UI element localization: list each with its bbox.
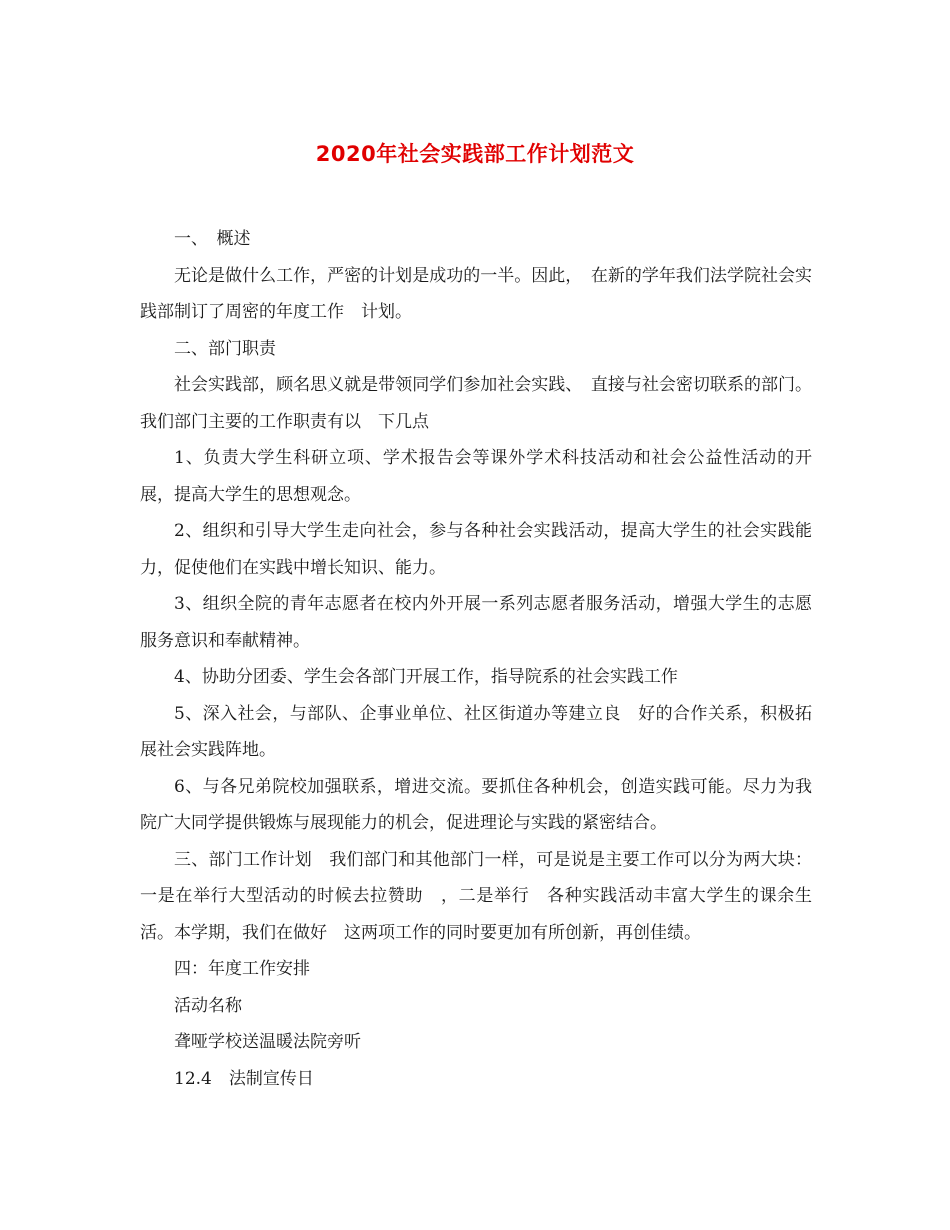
list-item: 3、组织全院的青年志愿者在校内外开展一系列志愿者服务活动，增强大学生的志愿服务意识和奉献精神。 — [140, 594, 812, 651]
paragraph: 社会实践部，顾名思义就是带领同学们参加社会实践、 直接与社会密切联系的部门。我们部门主要的工作职责有以 下几点 — [140, 375, 812, 432]
list-item: 5、深入社会，与部队、企事业单位、社区街道办等建立良 好的合作关系，积极拓展社会实践阵地。 — [140, 703, 812, 760]
section-heading: 一、 概述 — [174, 229, 251, 249]
paragraph: 聋哑学校送温暖法院旁听 — [174, 1032, 361, 1052]
section-heading: 二、部门职责 — [174, 338, 276, 359]
document-title: 2020年社会实践部工作计划范文 — [315, 142, 635, 166]
paragraph: 三、部门工作计划 我们部门和其他部门一样，可是说是主要工作可以分为两大块：一是在举行大型活动的时候去拉赞助 ，二是举行 各种实践活动丰富大学生的课余生活。本学期，我们在做好 这两项工作的同时要更加有所创新，再创佳绩。 — [140, 849, 812, 943]
section-heading: 四：年度工作安排 — [174, 959, 310, 979]
paragraph: 活动名称 — [174, 995, 242, 1016]
list-item: 1、负责大学生科研立项、学术报告会等课外学术科技活动和社会公益性活动的开展，提高大学生的思想观念。 — [140, 448, 812, 505]
list-item: 2、组织和引导大学生走向社会，参与各种社会实践活动，提高大学生的社会实践能力，促使他们在实践中增长知识、能力。 — [140, 521, 812, 578]
paragraph: 12.4 法制宣传日 — [174, 1068, 314, 1089]
paragraph: 无论是做什么工作，严密的计划是成功的一半。因此， 在新的学年我们法学院社会实践部制订了周密的年度工作 计划。 — [140, 265, 812, 322]
list-item: 6、与各兄弟院校加强联系，增进交流。要抓住各种机会，创造实践可能。尽力为我院广大同学提供锻炼与展现能力的机会，促进理论与实践的紧密结合。 — [140, 776, 812, 833]
list-item: 4、协助分团委、学生会各部门开展工作，指导院系的社会实践工作 — [174, 667, 678, 687]
document-body — [140, 221, 812, 1097]
